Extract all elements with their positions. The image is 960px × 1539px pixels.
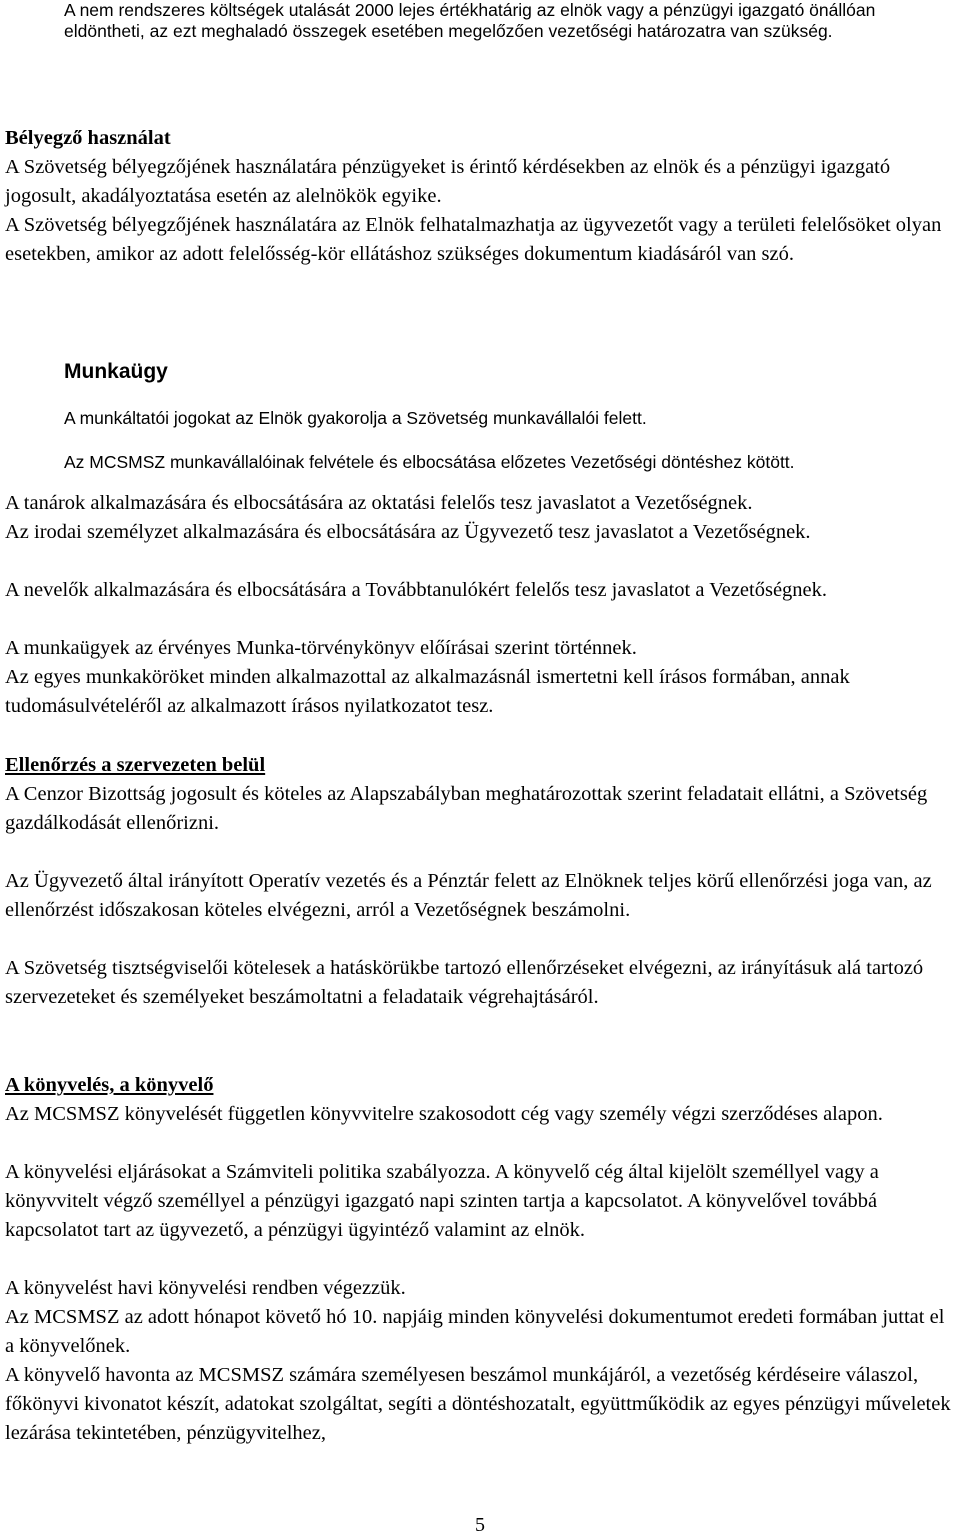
labor-heading: Munkaügy	[64, 360, 168, 383]
stamp-heading: Bélyegző használat	[5, 127, 171, 149]
intro-paragraph: A nem rendszeres költségek utalását 2000 lejes értékhatárig az elnök vagy a pénzügyi igazgató önállóan eldöntheti, az ezt meghaladó összegek esetében megelőzően vezetőségi határozatra van szükség.	[64, 0, 876, 41]
labor-paragraph-5: A nevelők alkalmazására és elbocsátására a Továbbtanulókért felelős tesz javaslatot a Vezetőségnek.	[5, 579, 828, 601]
stamp-paragraph-1: A Szövetség bélyegzőjének használatára pénzügyeket is érintő kérdésekben az elnök és a pénzügyi igazgató jogosult, akadályoztatása esetén az alelnökök egyike.	[5, 156, 891, 207]
control-paragraph-1: A Cenzor Bizottság jogosult és köteles az Alapszabályban meghatározottak szerint feladatait ellátni, a Szövetség gazdálkodását ellenőrizni.	[5, 783, 928, 834]
labor-paragraph-3: A tanárok alkalmazására és elbocsátására az oktatási felelős tesz javaslatot a Vezetőségnek.	[5, 492, 753, 514]
control-heading: Ellenőrzés a szervezeten belül	[5, 754, 266, 776]
control-paragraph-3: A Szövetség tisztségviselői kötelesek a hatáskörükbe tartozó ellenőrzéseket elvégezni, az irányításuk alá tartozó szervezeteket és személyeket beszámoltatni a feladataik végrehajtásáról.	[5, 957, 924, 1008]
page-number: 5	[475, 1514, 485, 1536]
labor-paragraph-2: Az MCSMSZ munkavállalóinak felvétele és elbocsátása előzetes Vezetőségi döntéshez kötött.	[64, 452, 795, 472]
control-paragraph-2: Az Ügyvezető által irányított Operatív vezetés és a Pénztár felett az Elnöknek teljes körű ellenőrzési joga van, az ellenőrzést időszakosan köteles elvégezni, arról a Vezetőségnek beszámolni.	[5, 870, 932, 921]
bookkeeping-paragraph-1: Az MCSMSZ könyvelését független könyvvitelre szakosodott cég vagy személy végzi szerződéses alapon.	[5, 1103, 883, 1125]
bookkeeping-paragraph-4: Az MCSMSZ az adott hónapot követő hó 10. napjáig minden könyvelési dokumentumot eredeti formában juttat el a könyvelőnek.	[5, 1306, 945, 1357]
bookkeeping-paragraph-2: A könyvelési eljárásokat a Számviteli politika szabályozza. A könyvelő cég által kijelölt személlyel vagy a könyvvitelt végző személlyel a pénzügyi igazgató napi szinten tartja a kapcsolatot. A könyvelővel továbbá kapcsolatot tart az ügyvezető, a pénzügyi ügyintéző valamint az elnök.	[5, 1161, 879, 1241]
labor-paragraph-1: A munkáltatói jogokat az Elnök gyakorolja a Szövetség munkavállalói felett.	[64, 408, 647, 428]
bookkeeping-paragraph-5: A könyvelő havonta az MCSMSZ számára személyesen beszámol munkájáról, a vezetőség kérdéseire válaszol, főkönyvi kivonatot készít, adatokat szolgáltat, segíti a döntéshozatalt, együttműködik az egyes pénzügyi műveletek lezárása tekintetében, pénzügyvitelhez,	[5, 1364, 951, 1444]
labor-paragraph-7: Az egyes munkaköröket minden alkalmazottal az alkalmazásnál ismertetni kell írásos formában, annak tudomásulvételéről az alkalmazott írásos nyilatkozatot tesz.	[5, 666, 850, 717]
stamp-paragraph-2: A Szövetség bélyegzőjének használatára az Elnök felhatalmazhatja az ügyvezetőt vagy a területi felelősöket olyan esetekben, amikor az adott felelősség-kör ellátáshoz szükséges dokumentum kiadásáról van szó.	[5, 214, 942, 265]
labor-paragraph-4: Az irodai személyzet alkalmazására és elbocsátására az Ügyvezető tesz javaslatot a Vezetőségnek.	[5, 521, 811, 543]
labor-paragraph-6: A munkaügyek az érvényes Munka-törvénykönyv előírásai szerint történnek.	[5, 637, 637, 659]
bookkeeping-paragraph-3: A könyvelést havi könyvelési rendben végezzük.	[5, 1277, 406, 1299]
bookkeeping-heading: A könyvelés, a könyvelő	[5, 1074, 214, 1096]
